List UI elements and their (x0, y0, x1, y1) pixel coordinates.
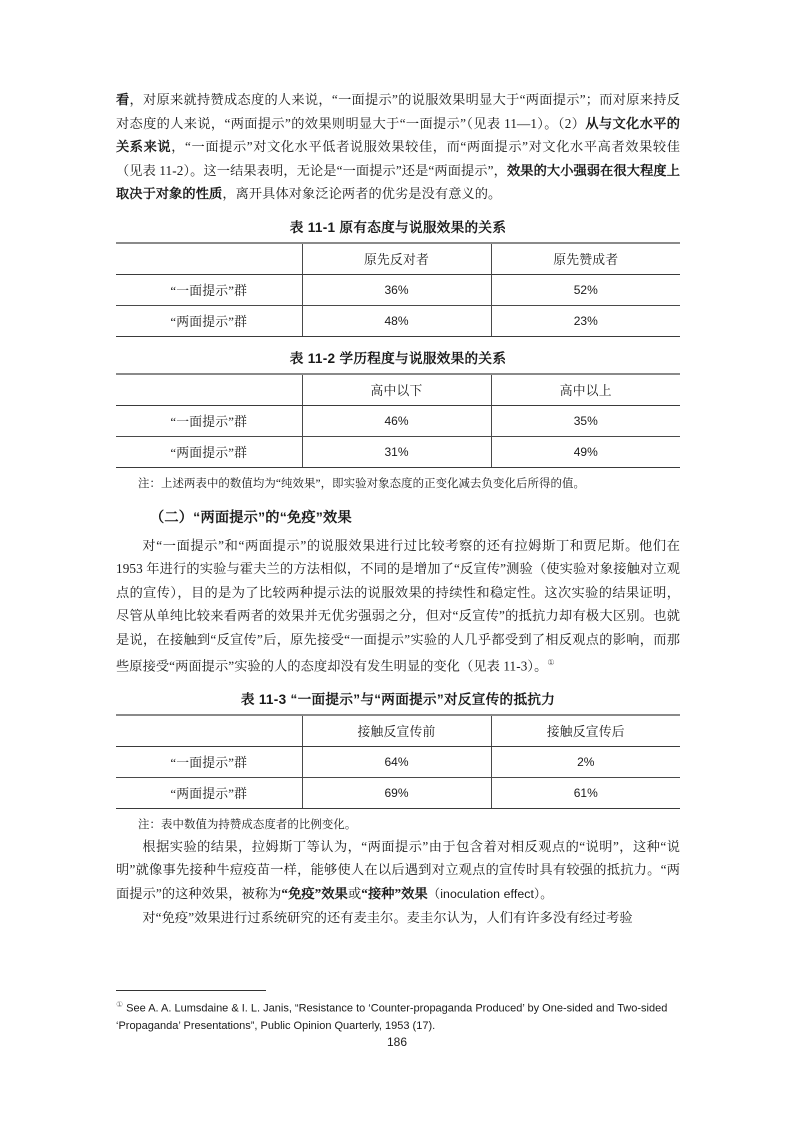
table-header-cell-2: 原先赞成者 (491, 243, 680, 275)
paragraph-1-text-e: ，离开具体对象泛论两者的优劣是没有意义的。 (222, 186, 502, 201)
footnote-separator-rule (116, 990, 266, 991)
table-cell-value: 2% (491, 746, 680, 777)
footnote-area (116, 990, 680, 1035)
table-cell-value: 36% (302, 274, 491, 305)
table-cell-value: 35% (491, 405, 680, 436)
table-cell-value: 23% (491, 305, 680, 336)
paragraph-2-text: 对“一面提示”和“两面提示”的说服效果进行过比较考察的还有拉姆斯丁和贾尼斯。他们在 1953 年进行的实验与霍夫兰的方法相似，不同的是增加了“反宣传”测验（使实验对象接触对立观点的宣传），目的是为了比较两种提示法的说服效果的持续性和稳定性。这次实验的结果证明，尽管从单纯比较来看两者的效果并无优劣强弱之分，但对“反宣传”的抵抗力却有极大区别。也就是说，在接触到“反宣传”后，原先接受“一面提示”实验的人几乎都受到了相反观点的影响，而那些原接受“两面提示”实验的人的态度却没有发生明显的变化（见表 11-3）。 (116, 537, 680, 674)
paragraph-continuation (116, 88, 680, 206)
table-row-label: “两面提示”群 (116, 436, 302, 467)
table-block-11-3 (116, 689, 680, 835)
table-caption-11-2: 表 11-2 学历程度与说服效果的关系 (289, 350, 507, 366)
table-caption-11-1: 表 11-1 原有态度与说服效果的关系 (289, 219, 507, 235)
table-cell-value: 48% (302, 305, 491, 336)
table-cell-value: 46% (302, 405, 491, 436)
paragraph-1-bold-lead: 看 (116, 92, 130, 107)
paragraph-3-bold-immunity: “免疫”效果 (281, 885, 348, 901)
table-row (116, 274, 680, 305)
table-header-cell-2: 接触反宣传后 (491, 715, 680, 747)
table-cell-value: 49% (491, 436, 680, 467)
table-row (116, 436, 680, 467)
table-row (116, 305, 680, 336)
footnote-reference-marker[interactable]: ① (547, 658, 555, 667)
table-row (116, 746, 680, 777)
table-block-11-1 (116, 217, 680, 337)
table-cell-value: 64% (302, 746, 491, 777)
table-header-cell-0 (116, 243, 302, 275)
table-note-11-3: 注：表中数值为持赞成态度者的比例变化。 (138, 818, 357, 831)
table-row-label: “一面提示”群 (116, 746, 302, 777)
footnote-line-2: ‘Propaganda’ Presentations”, Public Opinion Quarterly, 1953 (17). (116, 1019, 436, 1032)
table-cell-value: 52% (491, 274, 680, 305)
paragraph-1-text-c: ，“一面提示”对文化水平低者说服效果较佳，而“两面提示”对文化水平高者效果较佳（见表 11-2）。这一结果表明，无论是“一面提示”还是“两面提示”， (116, 139, 680, 178)
paragraph-3-bold-inoculation: “接种”效果 (361, 885, 428, 901)
paragraph-3-text-b: 或 (347, 885, 362, 901)
table-cell-value: 31% (302, 436, 491, 467)
table-header-cell-0 (116, 374, 302, 406)
paragraph-3-text-c: （inoculation effect）。 (427, 886, 553, 901)
paragraph-1-text-a: ，对原来就持赞成态度的人来说，“一面提示”的说服效果明显大于“两面提示”；而对原来持反对态度的人来说，“两面提示”的效果则明显大于“一面提示”（见表 11—1）。（2） (116, 92, 680, 131)
table-row-label: “两面提示”群 (116, 777, 302, 808)
table-row (116, 777, 680, 808)
table-header-row (116, 715, 680, 747)
table-cell-value: 61% (491, 777, 680, 808)
table-11-2 (116, 373, 680, 468)
paragraph-1-bold-d: 效果的大小强弱在很大程度上取决于对象的性质 (116, 162, 680, 201)
paragraph-4-text: 对“免疫”效果进行过系统研究的还有麦圭尔。麦圭尔认为，人们有许多没有经过考验 (142, 910, 633, 926)
table-header-row (116, 374, 680, 406)
paragraph-1-bold-b: 从与文化水平的关系来说 (116, 115, 680, 154)
table-11-1 (116, 242, 680, 337)
table-row-label: “一面提示”群 (116, 405, 302, 436)
page-number: 186 (386, 1035, 408, 1049)
table-note-11-2: 注：上述两表中的数值均为“纯效果”，即实验对象态度的正变化减去负变化后所得的值。 (138, 477, 585, 490)
table-11-3 (116, 714, 680, 809)
paragraph-3 (116, 835, 680, 907)
table-row (116, 405, 680, 436)
paragraph-4 (116, 906, 680, 930)
table-header-cell-2: 高中以上 (491, 374, 680, 406)
table-block-11-2 (116, 348, 680, 494)
table-header-cell-0 (116, 715, 302, 747)
table-header-cell-1: 接触反宣传前 (302, 715, 491, 747)
table-header-cell-1: 原先反对者 (302, 243, 491, 275)
table-header-cell-1: 高中以下 (302, 374, 491, 406)
table-row-label: “一面提示”群 (116, 274, 302, 305)
footnote-line-1: See A. A. Lumsdaine & I. L. Janis, “Resistance to ‘Counter-propaganda Produced’ by One-sided and Two-sided (126, 1002, 668, 1015)
footnote-marker: ① (116, 1000, 124, 1009)
paragraph-2 (116, 534, 680, 678)
table-row-label: “两面提示”群 (116, 305, 302, 336)
footnote-entry (116, 996, 680, 1035)
paragraph-3-text-a: 根据实验的结果，拉姆斯丁等认为，“两面提示”由于包含着对相反观点的“说明”，这种“说明”就像事先接种牛痘疫苗一样，能够使人在以后遇到对立观点的宣传时具有较强的抵抗力。“两面提示”的这种效果，被称为 (116, 838, 680, 901)
table-cell-value: 69% (302, 777, 491, 808)
section-heading: （二）“两面提示”的“免疫”效果 (150, 509, 352, 526)
table-caption-11-3: 表 11-3 “一面提示”与“两面提示”对反宣传的抵抗力 (240, 691, 556, 707)
table-header-row (116, 243, 680, 275)
page-content (116, 88, 680, 930)
